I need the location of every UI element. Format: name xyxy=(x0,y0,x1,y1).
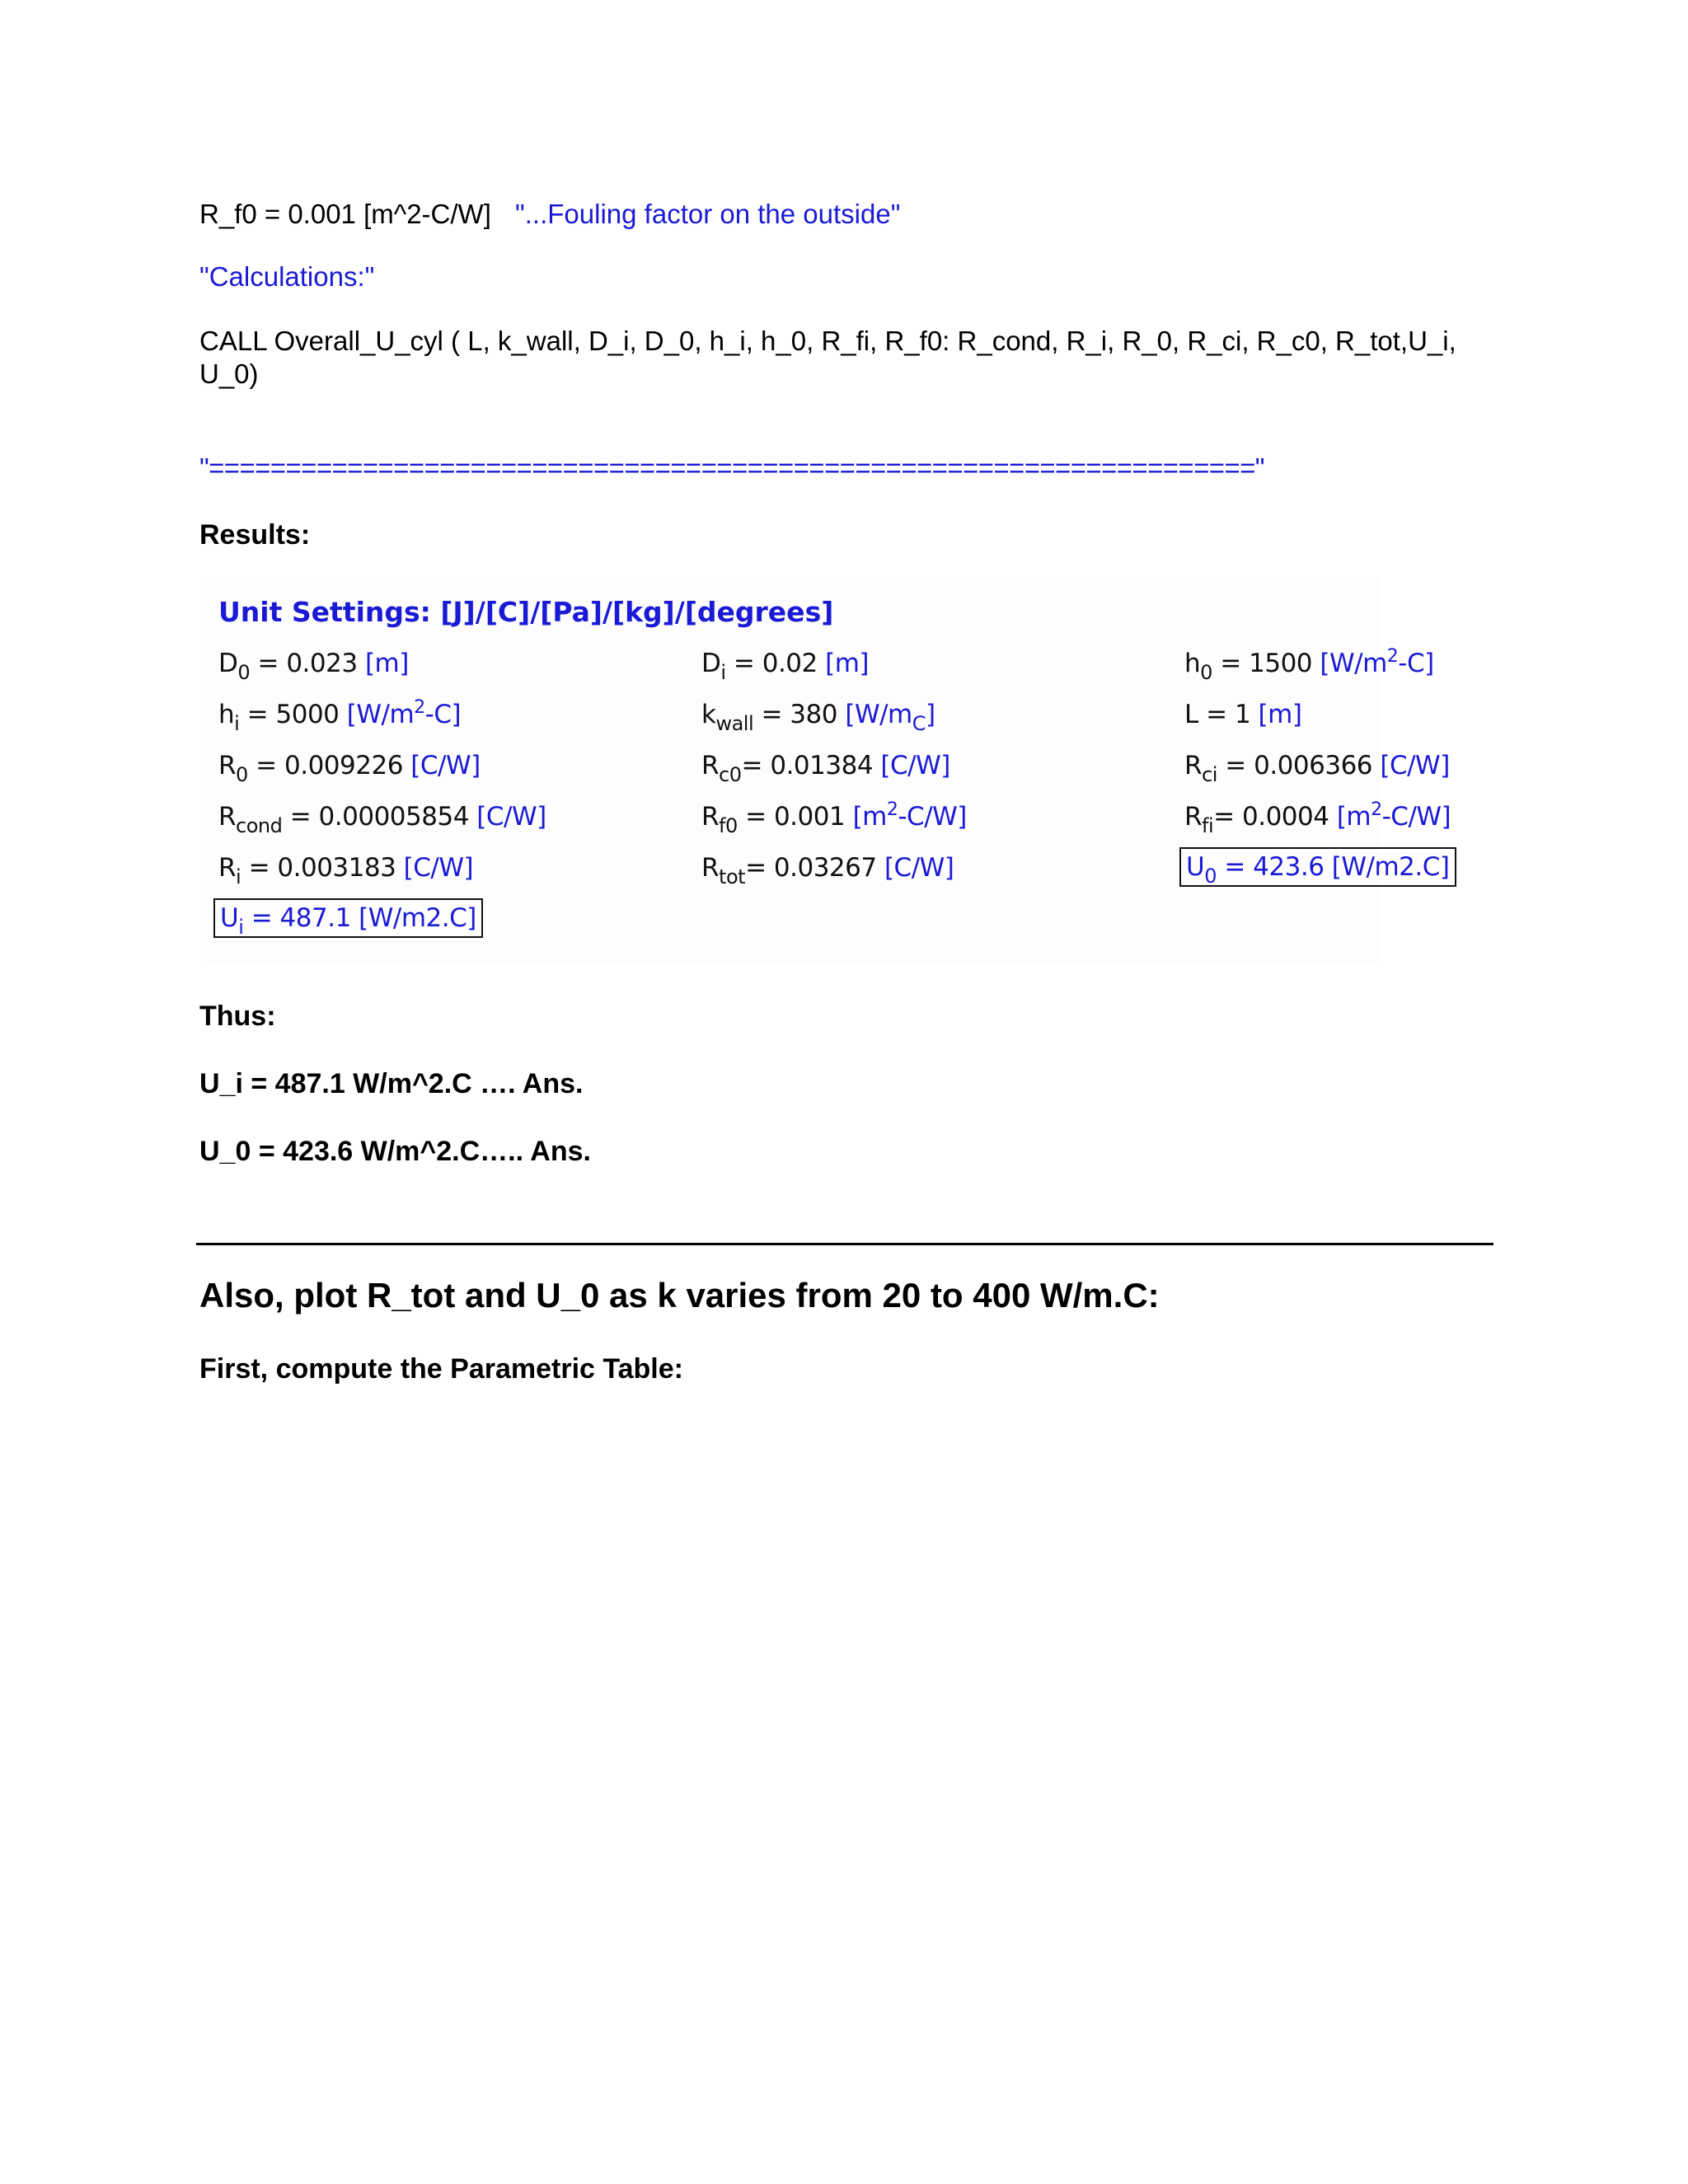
rf0-line xyxy=(199,198,900,231)
result-D0: $D_0 = 0.023$ [m] xyxy=(218,649,409,684)
result-Rcond: $R_{cond} = 0.00005854$ [C/W] xyxy=(218,802,546,837)
result-Ui-boxed: $U_i = 487.1$ [W/m2.C] xyxy=(213,898,483,938)
result-R0: $R_0 = 0.009226$ [C/W] xyxy=(218,751,481,786)
horizontal-rule xyxy=(196,1243,1493,1245)
answer-u0: U_0 = 423.6 W/m^2.C….. Ans. xyxy=(199,1136,591,1167)
plot-heading: Also, plot R_tot and U_0 as k varies from 20 to 400 W/m.C: xyxy=(199,1276,1160,1315)
thus-heading: Thus: xyxy=(199,1001,276,1032)
result-Di: $D_i = 0.02$ [m] xyxy=(701,649,869,684)
rf0-definition: R_f0 = 0.001 [m^2-C/W] xyxy=(199,199,491,229)
unit-settings: Unit Settings: [J]/[C]/[Pa]/[kg]/[degrees] xyxy=(218,596,834,628)
call-line-1: CALL Overall_U_cyl ( L, k_wall, D_i, D_0, h_i, h_0, R_fi, R_f0: R_cond, R_i, R_0, R_ci, R_c0, R_tot,U_i, xyxy=(199,326,1456,356)
ees-results-panel xyxy=(202,577,1451,964)
result-Rc0: $R_{c0}= 0.01384$ [C/W] xyxy=(701,751,950,786)
call-line-2: U_0) xyxy=(199,359,259,389)
results-heading: Results: xyxy=(199,519,311,551)
result-hi: $h_i = 5000$ $[W/m^2-C]$ xyxy=(218,697,462,735)
result-Rf0: $R_{f0} = 0.001$ $[m^2-C/W]$ xyxy=(701,799,967,837)
result-Ri: $R_i = 0.003183$ [C/W] xyxy=(218,853,474,888)
result-Rfi: $R_{fi}= 0.0004$ $[m^2-C/W]$ xyxy=(1184,799,1451,837)
result-h0: $h_0 = 1500$ $[W/m^2-C]$ xyxy=(1184,646,1434,684)
result-Rci: $R_{ci} = 0.006366$ [C/W] xyxy=(1184,751,1450,786)
answer-ui: U_i = 487.1 W/m^2.C …. Ans. xyxy=(199,1068,584,1099)
result-U0-boxed: $U_0 = 423.6$ [W/m2.C] xyxy=(1179,847,1456,887)
separator-comment: "====================================================================" xyxy=(199,452,1264,483)
calculations-comment: "Calculations:" xyxy=(199,261,375,292)
result-L: L = 1 [m] xyxy=(1184,700,1302,729)
rf0-comment: "...Fouling factor on the outside" xyxy=(515,199,901,229)
result-Rtot: $R_{tot}= 0.03267$ [C/W] xyxy=(701,853,954,888)
result-kwall: $k_{wall} = 380$ $[W/m_C]$ xyxy=(701,700,935,735)
parametric-table-heading: First, compute the Parametric Table: xyxy=(199,1353,683,1385)
